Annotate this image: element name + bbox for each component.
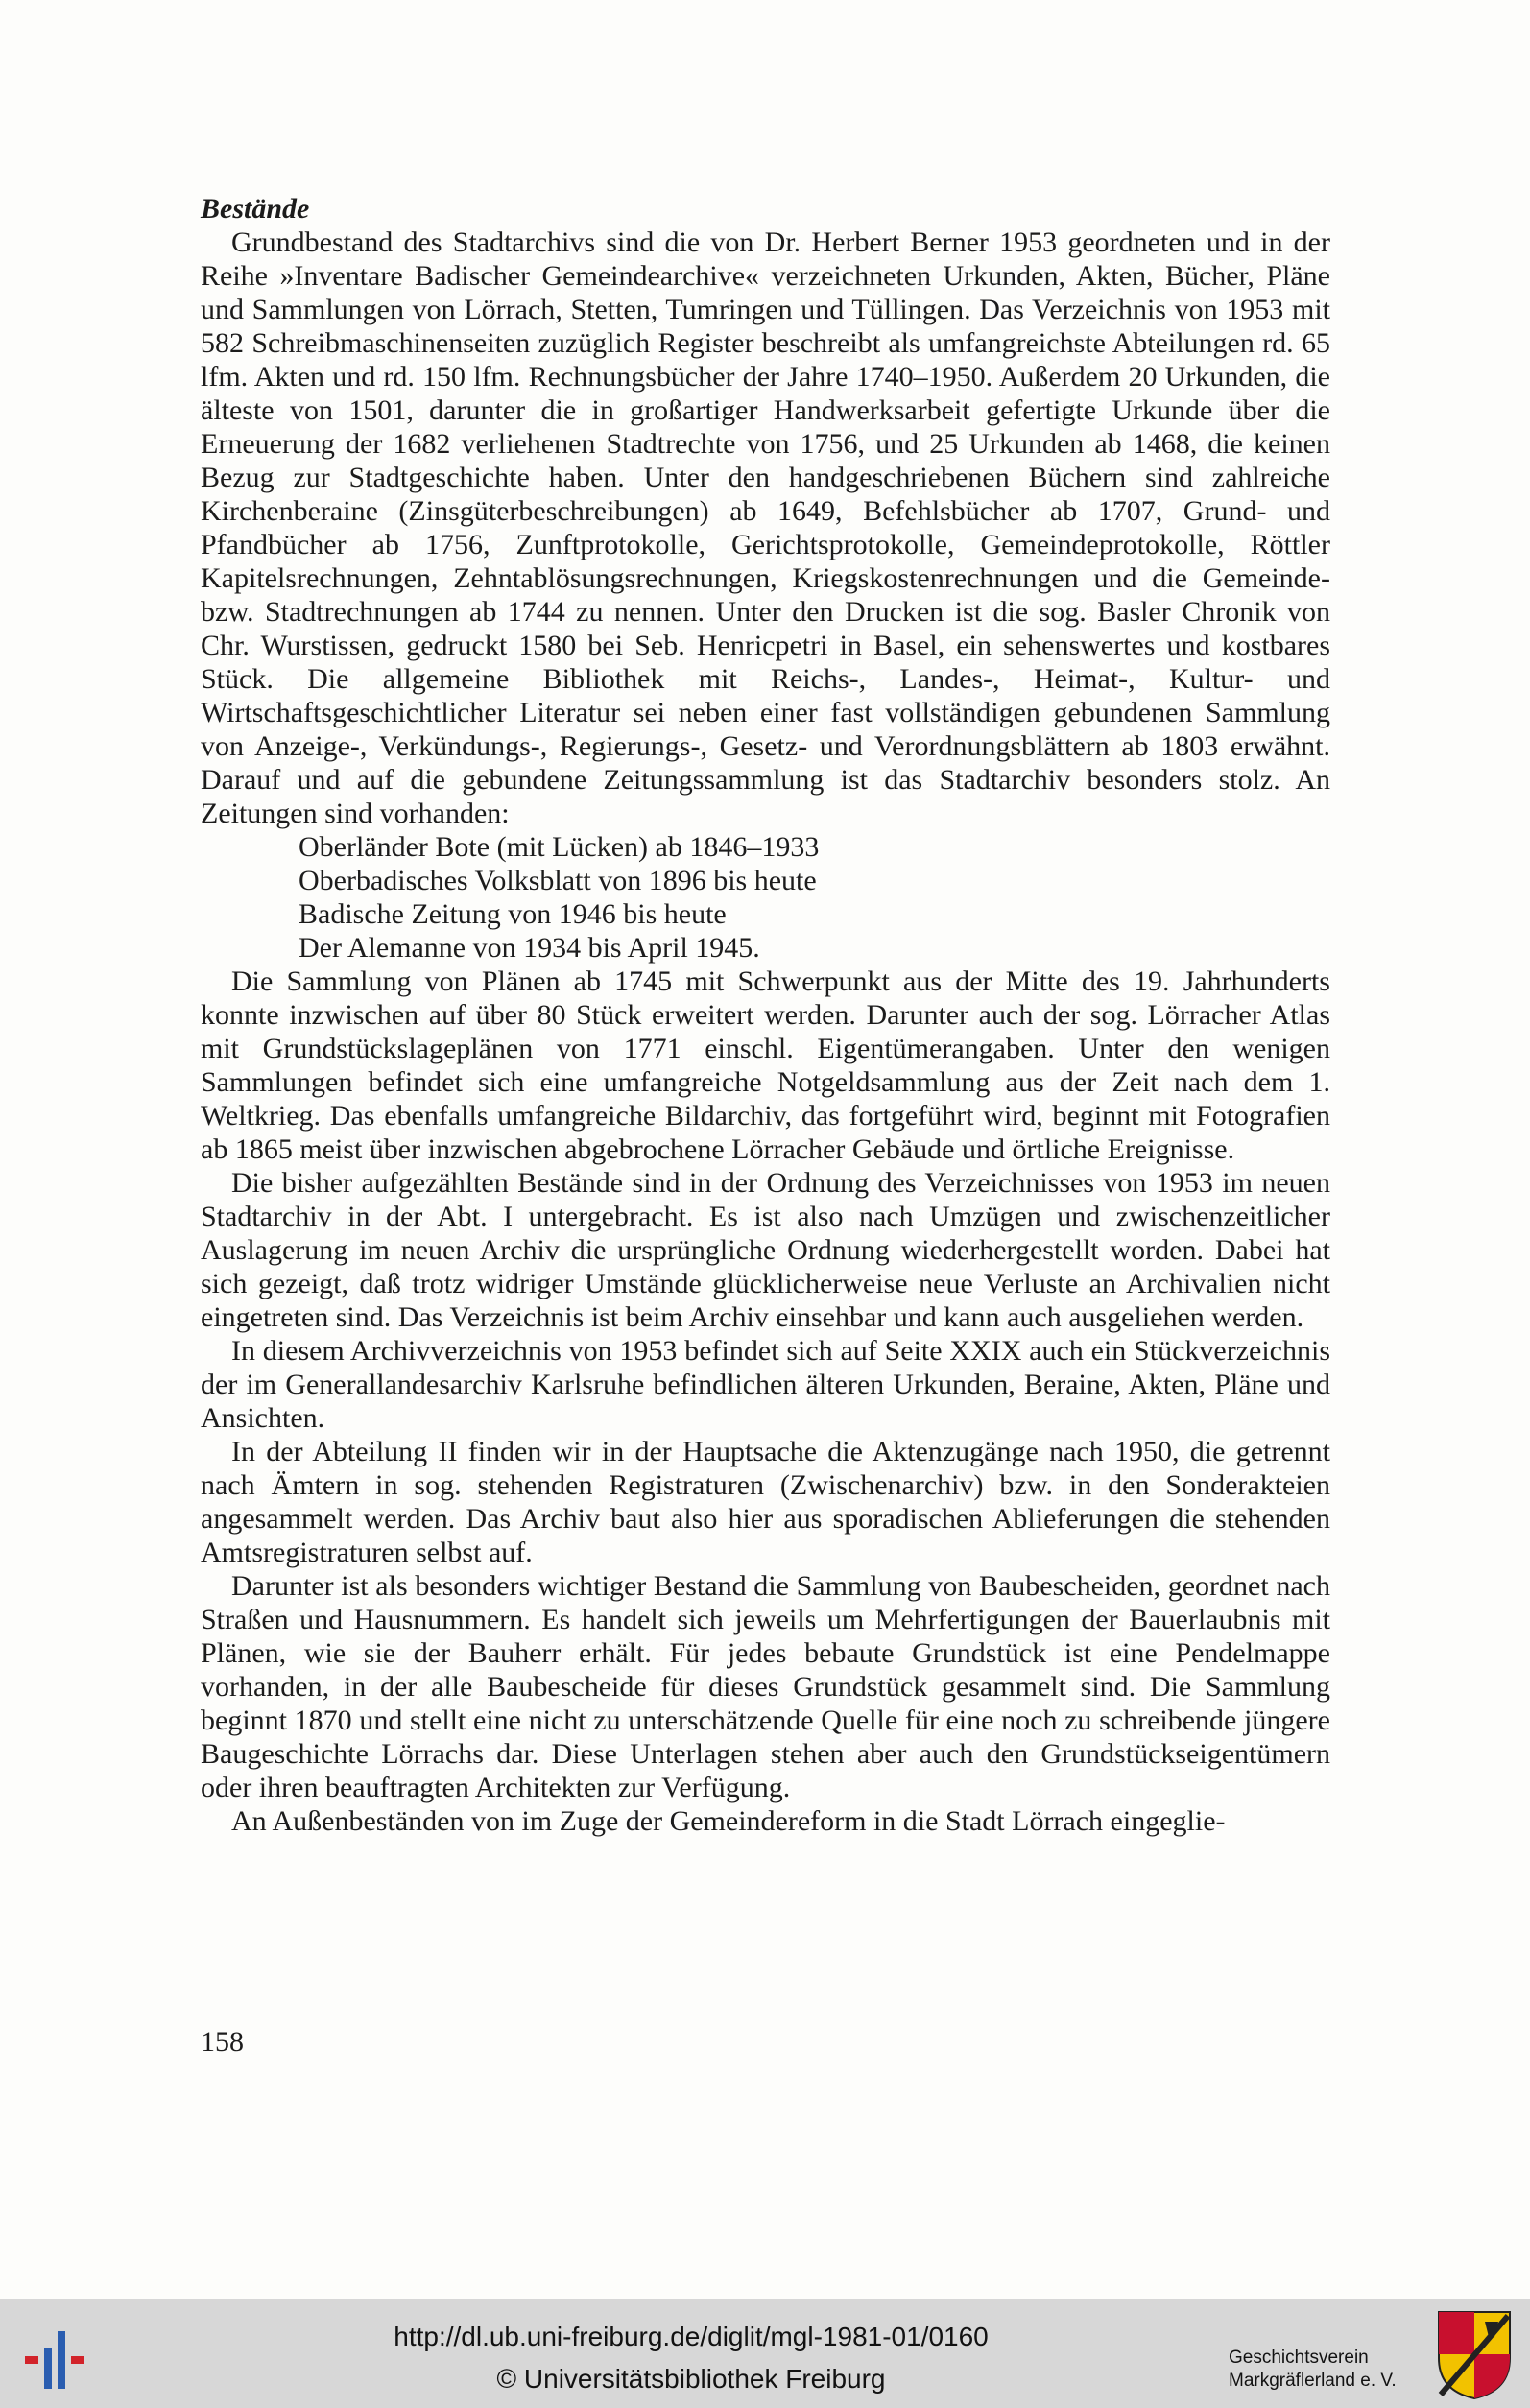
coat-of-arms-icon[interactable] xyxy=(1435,2308,1514,2400)
newspaper-item: Der Alemanne von 1934 bis April 1945. xyxy=(299,932,760,964)
org-name xyxy=(1229,2347,1440,2393)
page-number: 158 xyxy=(201,2026,244,2058)
body-paragraph: Darunter ist als besonders wichtiger Bestand die Sammlung von Baubescheiden, geordnet nach Straßen und Hausnummern. Es handelt sich jeweils um Mehrfertigungen der Bauerlaubnis mit Plänen, wie sie der Bauherr erhält. Für jedes bebaute Grundstück ist eine Pendelmappe vorhanden, in der alle Baubescheide für dieses Grundstück gesammelt sind. Die Sammlung beginnt 1870 und stellt eine nicht zu unterschätzende Quelle für eine noch zu schreibende jüngere Baugeschichte Lörrachs dar. Diese Unterlagen stehen aber auch den Grundstückseigentümern oder ihren beauftragten Architekten zur Verfügung. xyxy=(201,1570,1330,1803)
newspaper-item: Badische Zeitung von 1946 bis heute xyxy=(299,898,727,930)
body-paragraph: In der Abteilung II finden wir in der Hauptsache die Aktenzugänge nach 1950, die getrennt nach Ämtern in sog. stehenden Registraturen (Zwischenarchiv) bzw. in den Sonderakteien angesammelt werden. Das Archiv baut also hier aus sporadischen Ablieferungen die stehenden Amtsregistraturen selbst auf. xyxy=(201,1436,1330,1568)
newspaper-item: Oberbadisches Volksblatt von 1896 bis heute xyxy=(299,865,817,896)
body-paragraph: In diesem Archivverzeichnis von 1953 befindet sich auf Seite XXIX auch ein Stückverzeichnis der im Generallandesarchiv Karlsruhe befindlichen älteren Urkunden, Beraine, Akten, Pläne und Ansichten. xyxy=(201,1335,1330,1434)
ub-freiburg-logo-graphic xyxy=(21,2322,98,2398)
newspaper-list xyxy=(299,830,1330,965)
coat-of-arms-graphic xyxy=(1435,2308,1514,2400)
ub-freiburg-logo-icon[interactable] xyxy=(21,2322,98,2398)
source-url-link[interactable]: http://dl.ub.uni-freiburg.de/diglit/mgl-1981-01/0160 xyxy=(394,2322,989,2351)
newspaper-item: Oberländer Bote (mit Lücken) ab 1846–1933 xyxy=(299,831,820,863)
body-paragraph: Die bisher aufgezählten Bestände sind in der Ordnung des Verzeichnisses von 1953 im neuen Stadtarchiv in der Abt. I untergebracht. Es ist also nach Umzügen und zwischenzeitlicher Auslagerung im neuen Archiv die ursprüngliche Ordnung wiederhergestellt worden. Dabei hat sich gezeigt, daß trotz widriger Umstände glücklicherweise neue Verluste an Archivalien nicht eingetreten sind. Das Verzeichnis ist beim Archiv einsehbar und kann auch ausgeliehen werden. xyxy=(201,1167,1330,1333)
section-heading: Bestände xyxy=(201,193,310,225)
body-paragraph: Die Sammlung von Plänen ab 1745 mit Schwerpunkt aus der Mitte des 19. Jahrhunderts konnte inzwischen auf über 80 Stück erweitert werden. Darunter auch der sog. Lörracher Atlas mit Grundstückslageplänen von 1771 einschl. Eigentümerangaben. Unter den wenigen Sammlungen befindet sich eine umfangreiche Notgeldsammlung aus der Zeit nach dem 1. Weltkrieg. Das ebenfalls umfangreiche Bildarchiv, das fortgeführt wird, beginnt mit Fotografien ab 1865 meist über inzwischen abgebrochene Lörracher Gebäude und örtliche Ereignisse. xyxy=(201,966,1330,1165)
body-paragraph: An Außenbeständen von im Zuge der Gemeindereform in die Stadt Lörrach eingeglie- xyxy=(231,1805,1226,1837)
copyright-text: © Universitätsbibliothek Freiburg xyxy=(496,2364,886,2394)
body-paragraph: Grundbestand des Stadtarchivs sind die von Dr. Herbert Berner 1953 geordneten und in der Reihe »Inventare Badischer Gemeindearchive« verzeichneten Urkunden, Akten, Bücher, Pläne und Sammlungen von Lörrach, Stetten, Tumringen und Tüllingen. Das Verzeichnis von 1953 mit 582 Schreibmaschinenseiten zuzüglich Register beschreibt als umfangreichste Abteilungen rd. 65 lfm. Akten und rd. 150 lfm. Rechnungsbücher der Jahre 1740–1950. Außerdem 20 Urkunden, die älteste von 1501, darunter die in großartiger Handwerksarbeit gefertigte Urkunde über die Erneuerung der 1682 verliehenen Stadtrechte von 1756, und 25 Urkunden ab 1468, die keinen Bezug zur Stadtgeschichte haben. Unter den handgeschriebenen Büchern sind zahlreiche Kirchenberaine (Zinsgüterbeschreibungen) ab 1649, Befehlsbücher ab 1707, Grund- und Pfandbücher ab 1756, Zunftprotokolle, Gerichtsprotokolle, Gemeindeprotokolle, Röttler Kapitelsrechnungen, Zehntablösungsrechnungen, Kriegskostenrechnungen und die Gemeinde- bzw. Stadtrechnungen ab 1744 zu nennen. Unter den Drucken ist die sog. Basler Chronik von Chr. Wurstissen, gedruckt 1580 bei Seb. Henricpetri in Basel, ein sehenswertes und kostbares Stück. Die allgemeine Bibliothek mit Reichs-, Landes-, Heimat-, Kultur- und Wirtschaftsgeschichtlicher Literatur sei neben einer fast vollständigen gebundenen Sammlung von Anzeige-, Verkündungs-, Regierungs-, Gesetz- und Verordnungsblättern ab 1803 erwähnt. Darauf und auf die gebundene Zeitungssammlung ist das Stadtarchiv besonders stolz. An Zeitungen sind vorhanden: xyxy=(201,226,1330,829)
org-name-line: Geschichtsverein xyxy=(1229,2348,1369,2368)
footer-bar xyxy=(0,2299,1530,2408)
document-page xyxy=(201,192,1330,1838)
org-name-line: Markgräflerland e. V. xyxy=(1229,2371,1397,2391)
